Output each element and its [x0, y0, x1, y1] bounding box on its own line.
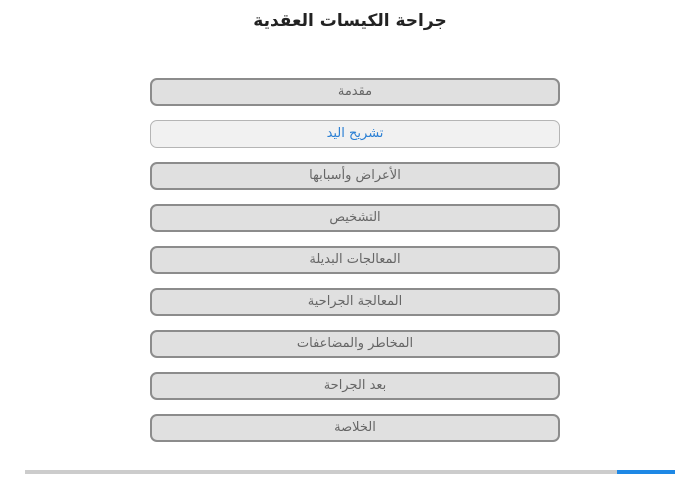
menu-item-after-surgery[interactable]: بعد الجراحة	[150, 372, 560, 400]
menu-item-surgical-treatment[interactable]: المعالجة الجراحية	[150, 288, 560, 316]
menu-item-hand-anatomy[interactable]: تشريح اليد	[150, 120, 560, 148]
menu-item-summary[interactable]: الخلاصة	[150, 414, 560, 442]
menu-item-risks-complications[interactable]: المخاطر والمضاعفات	[150, 330, 560, 358]
menu-item-introduction[interactable]: مقدمة	[150, 78, 560, 106]
page-title: جراحة الكيسات العقدية	[253, 11, 447, 31]
progress-bar	[25, 470, 675, 474]
menu-item-diagnosis[interactable]: التشخيص	[150, 204, 560, 232]
menu-item-symptoms-causes[interactable]: الأعراض وأسبابها	[150, 162, 560, 190]
chapter-menu	[150, 78, 560, 456]
progress-bar-fill	[617, 470, 676, 474]
menu-item-alternative-treatments[interactable]: المعالجات البديلة	[150, 246, 560, 274]
